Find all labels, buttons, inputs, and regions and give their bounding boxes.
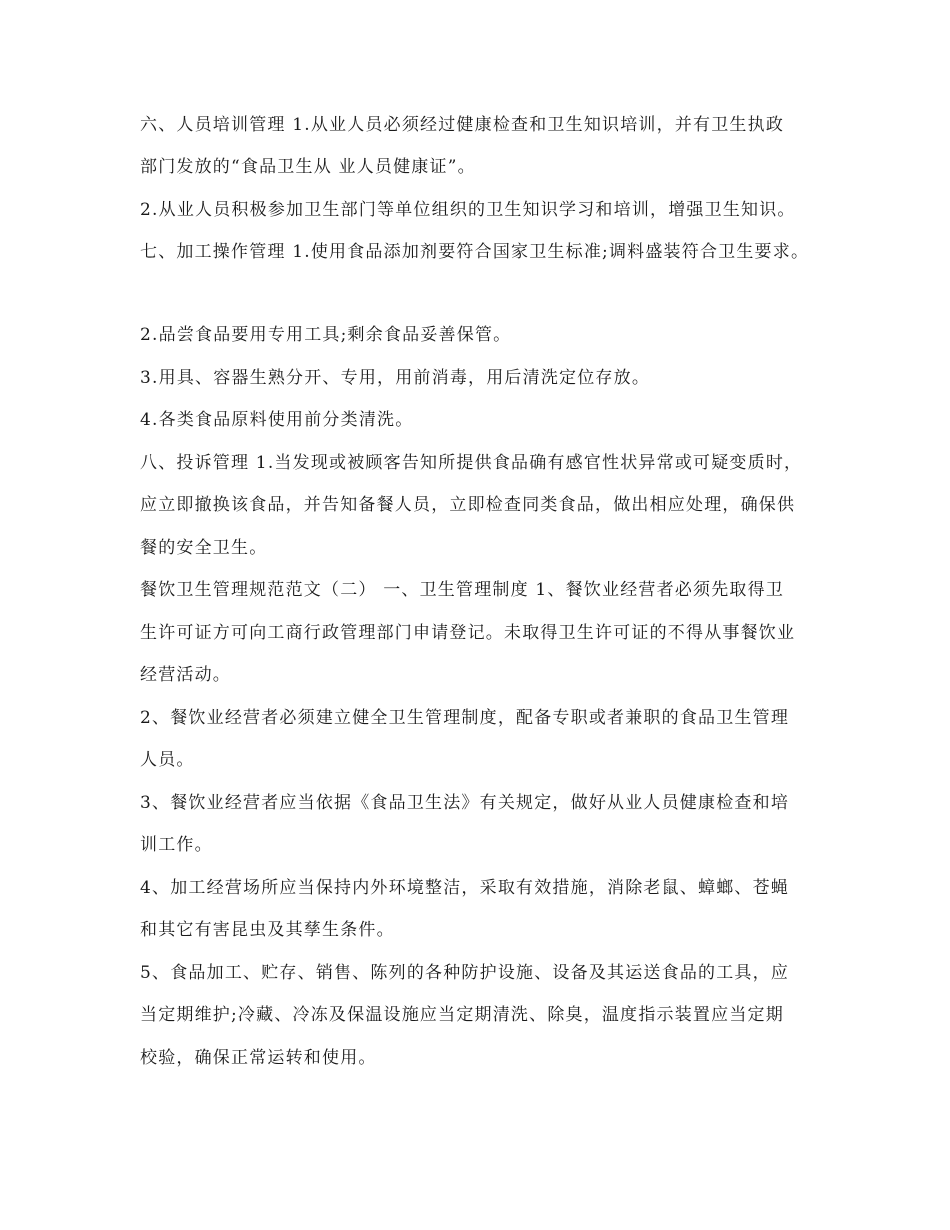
text-line: 4、加工经营场所应当保持内外环境整洁，采取有效措施，消除老鼠、蟑螂、苍蝇 (140, 878, 790, 898)
text-line: 3、餐饮业经营者应当依据《食品卫生法》有关规定，做好从业人员健康检查和培 (140, 793, 790, 813)
text-line: 经营活动。 (140, 665, 231, 685)
text-line: 八、投诉管理 1.当发现或被顾客告知所提供食品确有感官性状异常或可疑变质时， (140, 453, 803, 473)
text-line: 5、食品加工、贮存、销售、陈列的各种防护设施、设备及其运送食品的工具，应 (140, 963, 790, 983)
text-line: 六、人员培训管理 1.从业人员必须经过健康检查和卫生知识培训，并有卫生执政 (140, 115, 785, 135)
text-line: 餐的安全卫生。 (140, 538, 268, 558)
text-line: 4.各类食品原料使用前分类清洗。 (140, 410, 414, 430)
text-line: 人员。 (140, 750, 195, 770)
text-line: 当定期维护;冷藏、冷冻及保温设施应当定期清洗、除臭，温度指示装置应当定期 (140, 1005, 784, 1025)
text-line: 校验，确保正常运转和使用。 (140, 1048, 377, 1068)
text-line: 部门发放的“食品卫生从 业人员健康证”。 (140, 157, 476, 177)
text-line: 2.品尝食品要用专用工具;剩余食品妥善保管。 (140, 325, 512, 345)
text-line: 生许可证方可向工商行政管理部门申请登记。未取得卫生许可证的不得从事餐饮业 (140, 623, 796, 643)
text-line: 2、餐饮业经营者必须建立健全卫生管理制度，配备专职或者兼职的食品卫生管理 (140, 708, 790, 728)
text-line: 2.从业人员积极参加卫生部门等单位组织的卫生知识学习和培训，增强卫生知识。 (140, 200, 796, 220)
text-line: 和其它有害昆虫及其孳生条件。 (140, 920, 395, 940)
text-line: 3.用具、容器生熟分开、专用，用前消毒，用后清洗定位存放。 (140, 368, 651, 388)
text-line: 训工作。 (140, 835, 213, 855)
text-line: 餐饮卫生管理规范范文（二） 一、卫生管理制度 1、餐饮业经营者必须先取得卫 (140, 580, 785, 600)
text-line: 应立即撤换该食品，并告知备餐人员，立即检查同类食品，做出相应处理，确保供 (140, 495, 796, 515)
text-line: 七、加工操作管理 1.使用食品添加剂要符合国家卫生标准;调料盛装符合卫生要求。 (140, 242, 810, 262)
